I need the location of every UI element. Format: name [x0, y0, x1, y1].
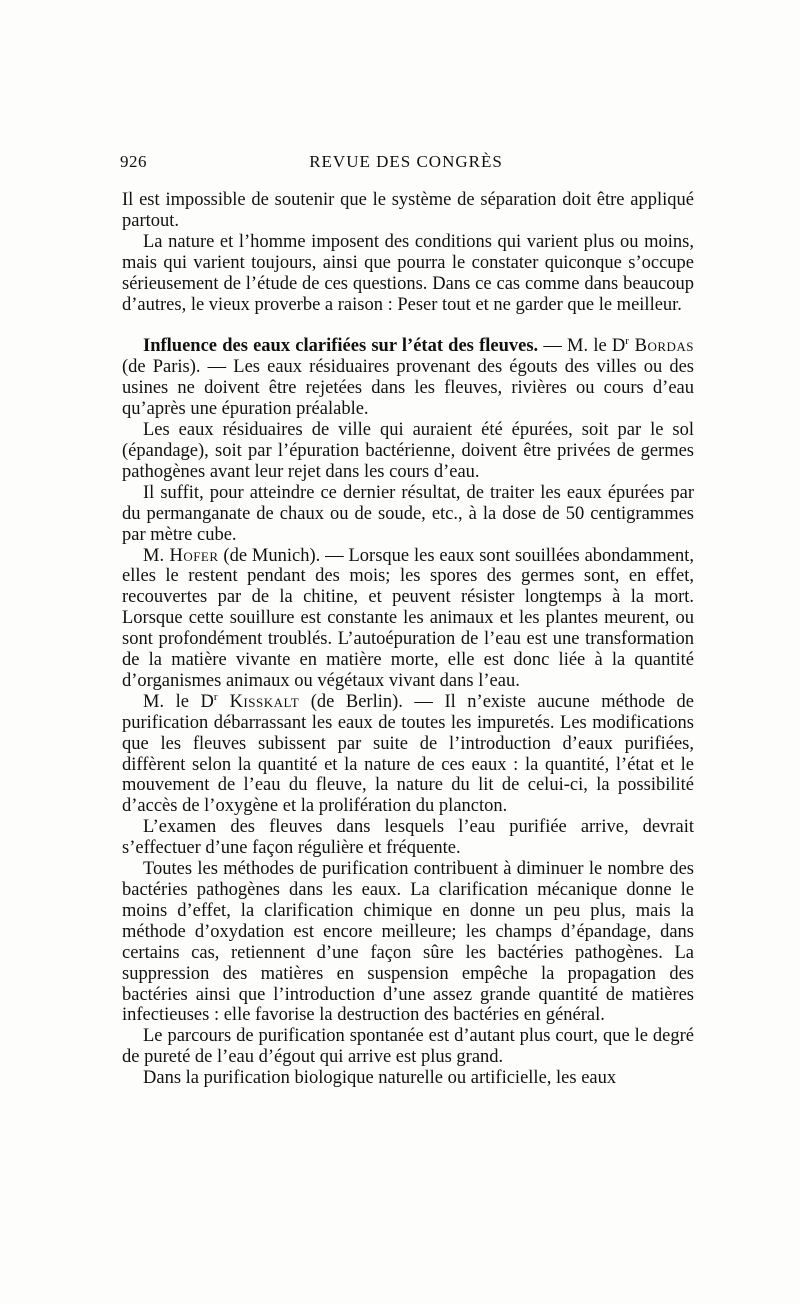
section-paragraph: [122, 336, 694, 420]
paragraph-text: (de Munich). — Lorsque les eaux sont souillées abondamment, elles le restent pendant des mois; les spores des germes sont, en effet, recouvertes par de la chitine, et peuvent résister longtemps à la mort. Lorsque cette souillure est constante les animaux et les plantes meurent, ou sont profondément troublés. L’autoépuration de l’eau est une transformation de la matière vivante en matière morte, elle est donc liée à la quantité d’organismes animaux ou végétaux vivant dans l’eau.: [122, 545, 694, 691]
speaker-paragraph: [122, 546, 694, 692]
speaker-name: Kisskalt: [217, 691, 300, 712]
speaker-paragraph: [122, 692, 694, 817]
speaker-title-sup: r: [213, 690, 218, 703]
body-text: [122, 190, 694, 1089]
paragraph: [122, 817, 694, 859]
speaker-prefix: M.: [143, 545, 165, 566]
paragraph-text: Il est impossible de soutenir que le système de séparation doit être appliqué partout.: [122, 190, 694, 231]
page-header: [120, 152, 692, 178]
running-title: REVUE DES CONGRÈS: [309, 152, 503, 171]
paragraph-text: (de Paris). — Les eaux résiduaires provenant des égouts des villes ou des usines ne doivent être rejetées dans les fleuves, rivières ou cours d’eau qu’après une épuration préalable.: [122, 357, 694, 420]
paragraph-text: Toutes les méthodes de purification contribuent à diminuer le nombre des bactéries pathogènes dans les eaux. La clarification mécanique donne le moins d’effet, la clarification chimique en donne un peu plus, mais la méthode d’oxydation est encore meilleure; les champs d’épandage, dans certains cas, retiennent d’une façon sûre les bactéries pathogènes. La suppression des matières en suspension empêche la propagation des bactéries ainsi que l’introduction d’une assez grande quantité de matières infectieuses : elle favorise la destruction des bactéries en général.: [122, 859, 694, 1026]
paragraph-text: (de Berlin). — Il n’existe aucune méthode de purification débarrassant les eaux de toutes les impuretés. Les modifications que les fleuves subissent par suite de l’introduction d’eaux purifiées, diffèrent selon la quantité et la nature de ces eaux : la quantité, l’état et le mouvement de l’eau du fleuve, la nature du lit de celui-ci, la possibilité d’accès de l’oxygène et la prolifération du plancton.: [122, 691, 694, 817]
speaker-prefix: M. le D: [143, 691, 214, 712]
paragraph-text: Il suffit, pour atteindre ce dernier résultat, de traiter les eaux épurées par du permanganate de chaux ou de soude, etc., à la dose de 50 centigrammes par mètre cube.: [122, 482, 694, 545]
speaker-name: Hofer: [164, 545, 219, 566]
paragraph-text: Dans la purification biologique naturelle ou artificielle, les eaux: [143, 1068, 617, 1089]
paragraph: [122, 859, 694, 1026]
paragraph: [122, 420, 694, 483]
paragraph: [122, 1068, 694, 1089]
page-number: 926: [120, 152, 147, 171]
section-title: Influence des eaux clarifiées sur l’état des fleuves.: [143, 336, 539, 357]
paragraph: [122, 1026, 694, 1068]
speaker-title-sup: r: [625, 335, 629, 348]
paragraph-text: Le parcours de purification spontanée est d’autant plus court, que le degré de pureté de l’eau d’égout qui arrive est plus grand.: [122, 1026, 694, 1068]
speaker-name: Bordas: [628, 336, 695, 357]
paragraph-text: L’examen des fleuves dans lesquels l’eau purifiée arrive, devrait s’effectuer d’une façon régulière et fréquente.: [122, 817, 694, 859]
paragraph-text: Les eaux résiduaires de ville qui auraient été épurées, soit par le sol (épandage), soit par l’épuration bactérienne, doivent être privées de germes pathogènes avant leur rejet dans les cours d’eau.: [122, 420, 694, 482]
paragraph-text: La nature et l’homme imposent des conditions qui varient plus ou moins, mais qui varient toujours, ainsi que pourra le constater quiconque s’occupe sérieusement de l’étude de ces questions. Dans ce cas comme dans beaucoup d’autres, le vieux proverbe a raison : Peser tout et ne garder que le meilleur.: [122, 231, 694, 315]
paragraph: [122, 190, 694, 232]
paragraph: [122, 483, 694, 546]
speaker-prefix: — M. le D: [538, 336, 626, 357]
paragraph: [122, 232, 694, 316]
